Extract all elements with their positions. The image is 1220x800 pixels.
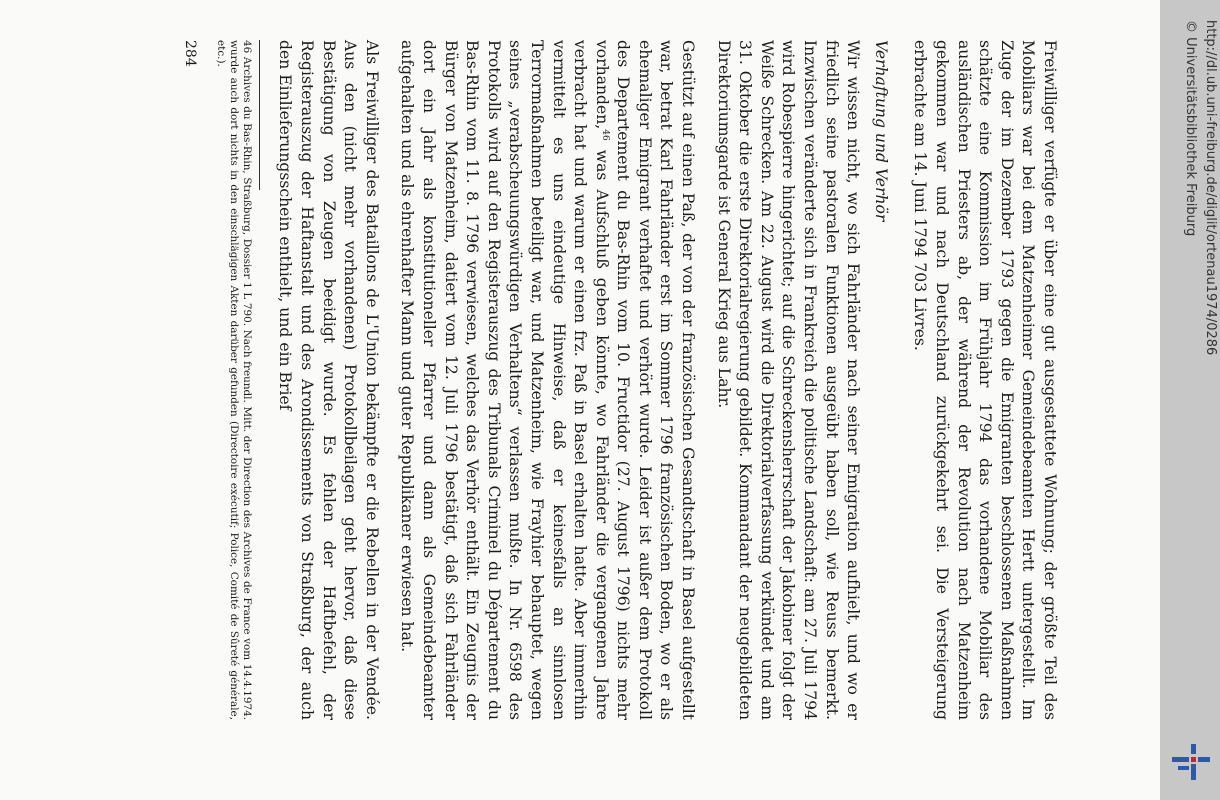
source-url-link[interactable]: http://dl.ub.uni-freiburg.de/diglit/ortenau1974/0286 — [1203, 20, 1218, 356]
page-number: 284 — [181, 40, 198, 67]
section-heading: Verhaftung und Verhör — [871, 40, 890, 222]
paragraph-3 — [396, 40, 698, 720]
ub-freiburg-logo-icon[interactable] — [1170, 742, 1212, 782]
rotated-page-content — [70, 40, 1060, 720]
footnote-reference[interactable]: 46 — [599, 129, 610, 141]
paragraph-4: Als Freiwilliger des Bataillons de L'Union bekämpfte er die Rebellen in der Vendée. Aus den (nicht mehr vorhandenen) Protokollbeilagen geht hervor, daß diese Bestätigung von Zeugen beeidigt wurde. Es fehlen der Haftbefehl, der Registerauszug der Haftanstalt und des Arondissements von Straßburg, der auch den Einlieferungsschein enthielt, und ein Brief — [276, 40, 381, 720]
paragraph-3-part-1: Gestützt auf einen Paß, der von der französischen Gesandtschaft in Basel aufgestellt war, betrat Karl Fahrländer erst im Sommer 1796 französischen Boden, wo er als ehemaliger Emigrant verhaftet und verhört wurde. Leider ist außer dem Protokoll des Departement du Bas-Rhin vom 10. Fructidor (27. August 1796) nichts mehr vorhanden, — [592, 40, 698, 720]
logo-bar-center — [1191, 757, 1196, 762]
sidebar-text — [1180, 20, 1220, 780]
logo-bar-top — [1191, 744, 1196, 754]
footnote-46: 46 Archives du Bas-Rhin, Straßburg, Dossier 1 L 790. Nach freundl. Mitt. der Direction des Archives de France vom 14.4.1974. wurde auch dort nichts in den einschlägigen Akten darüber gefunden (Directoire exécutif; Police, Comité de Sûreté générale, etc.). — [214, 40, 253, 720]
paragraph-1: Freiwilliger verfügte er über eine gut ausgestattete Wohnung; der größte Teil des Mobiliars war bei dem Matzenheimer Gemeindebeamten Hertt untergestellt. Im Zuge der im Dezember 1793 gegen die Emigranten beschlossenen Maßnahmen schätzte eine Kommission im Frühjahr 1794 das vorhandene Mobiliar des ausländischen Priesters ab, der während der Revolution nach Matzenheim gekommen war und nach Deutschland zurückgekehrt sei. Die Versteigerung erbrachte am 14. Juni 1794 703 Livres. — [911, 40, 1059, 720]
logo-bar-left — [1172, 757, 1189, 762]
paragraph-3-part-2: was Aufschluß geben könnte, wo Fahrländer die vergangenen Jahre verbracht hat und warum er einen frz. Paß in Basel erhalten hatte. Aber immerhin vermittelt es uns eindeutige Hinweise, daß er keinesfalls an sinnlosen Terrormaßnahmen beteiligt war, und Matzenheim, wie Frayhier behauptet, wegen seines „verabscheuungswürdigen Verhaltens“ verlassen mußte. In Nr. 6598 des Protokolls wird auf den Registerauszug des Tribunals Criminel du Département du Bas-Rhin vom 11. 8. 1796 verwiesen, welches das Verhör enthält. Ein Zeugnis der Bürger von Matzenheim, datiert vom 12. Juli 1796 bestätigt, daß sich Fahrländer dort ein Jahr als konstitutioneller Pfarrer und dann als Gemeindebeamter aufgehalten und als ehrenhafter Mann und guter Republikaner erwiesen hat. — [398, 40, 611, 720]
logo-bar-lower — [1178, 766, 1189, 770]
footnote-divider — [259, 40, 260, 190]
logo-bar-right — [1198, 757, 1210, 762]
logo-bar-bottom — [1191, 764, 1196, 780]
copyright-notice: © Universitätsbibliothek Freiburg — [1183, 20, 1198, 237]
paragraph-2: Wir wissen nicht, wo sich Fahrländer nach seiner Emigration aufhielt, und wo er friedlich seine pastoralen Funktionen ausgeübt haben soll, wie Reuss bemerkt. Inzwischen veränderte sich in Frankreich die politische Landschaft: am 27. Juli 1794 wird Robespierre hingerichtet; auf die Schreckensherrschaft der Jakobiner folgt der Weiße Schrecken. Am 22. August wird die Direktorialverfassung verkündet und am 31. Oktober die erste Direktorialregierung gebildet. Kommandant der neugebildeten Direktoriumsgarde ist General Krieg aus Lahr. — [714, 40, 863, 720]
